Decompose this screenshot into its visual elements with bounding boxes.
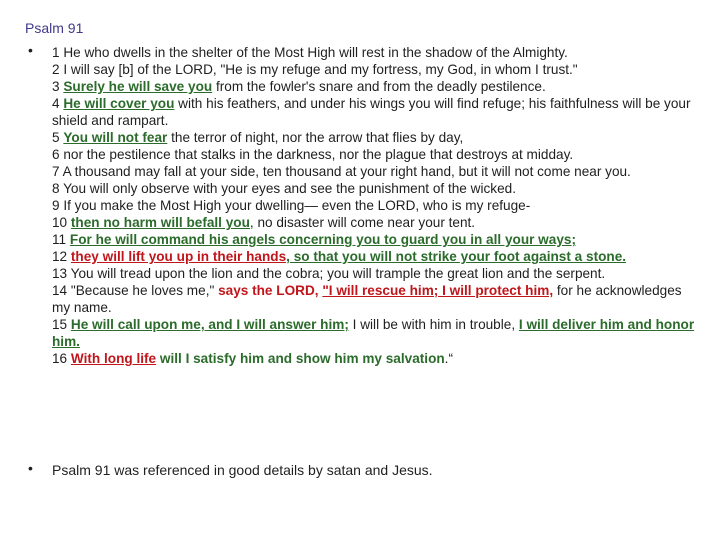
verse-segment: Surely he will save you (63, 79, 213, 94)
verse-line (52, 282, 702, 316)
verse-line (52, 129, 702, 146)
verse-segment: then no harm will befall you (70, 215, 250, 230)
verse-segment: He will call upon me, and I will answer him; (70, 317, 349, 332)
verse-segment: for he acknowledges my name. (52, 283, 682, 315)
verse-line (52, 316, 702, 350)
verse-segment: 12 (52, 249, 71, 264)
verse-segment: 13 You will tread upon the lion and the cobra; you will trample the great lion and the serpent. (52, 266, 606, 281)
verse-segment: will I satisfy him and show him my salvation (156, 351, 445, 366)
verse-segment: You will not fear (63, 130, 168, 145)
verse-segment: 9 If you make the Most High your dwelling— even the LORD, who is my refuge- (52, 198, 531, 213)
verse-segment: 3 (52, 79, 64, 94)
verse-line (52, 146, 702, 163)
verse-line (52, 248, 702, 265)
verse-line (52, 231, 702, 248)
verse-line (52, 78, 702, 95)
verse-segment: 14 "Because he loves me," (52, 283, 219, 298)
verse-segment: "I will rescue him; I will protect him, (322, 283, 554, 298)
verse-line (52, 214, 702, 231)
verse-line (52, 95, 702, 129)
verse-segment: they will lift you up in their hands (70, 249, 287, 264)
verse-line (52, 61, 702, 78)
verse-segment: 4 (52, 96, 64, 111)
verse-segment: from the fowler's snare and from the deadly pestilence. (212, 79, 546, 94)
verse-segment: 11 (52, 232, 70, 247)
verse-segment: 8 You will only observe with your eyes and see the punishment of the wicked. (52, 181, 516, 196)
verse-segment: 1 He who dwells in the shelter of the Most High will rest in the shadow of the Almighty. (52, 45, 568, 60)
verse-segment: says the LORD, (218, 283, 323, 298)
slide-title: Psalm 91 (25, 20, 84, 36)
verse-segment: For he will command his angels concerning you to guard you in all your ways; (69, 232, 576, 247)
bullet-icon: • (28, 42, 33, 58)
bullet-icon: • (28, 460, 33, 476)
verse-line (52, 180, 702, 197)
verse-segment: He will cover you (63, 96, 175, 111)
verse-line (52, 265, 702, 282)
verse-segment: 6 nor the pestilence that stalks in the darkness, nor the plague that destroys at midday. (52, 147, 574, 162)
verse-segment: I will deliver him and honor him. (52, 317, 695, 349)
verse-line (52, 163, 702, 180)
verse-segment: , so that you will not strike your foot against a stone. (286, 249, 627, 264)
verse-list (52, 44, 702, 367)
verse-line (52, 44, 702, 61)
verse-segment: I will be with him in trouble, (348, 317, 519, 332)
verse-segment: 10 (52, 215, 71, 230)
verse-segment: With long life (70, 351, 157, 366)
verse-segment: 15 (52, 317, 71, 332)
verse-line (52, 197, 702, 214)
footer-bullet-text: Psalm 91 was referenced in good details by satan and Jesus. (52, 462, 433, 478)
verse-line (52, 350, 702, 367)
verse-segment: 7 A thousand may fall at your side, ten thousand at your right hand, but it will not come near you. (52, 164, 631, 179)
verse-segment: the terror of night, nor the arrow that flies by day, (167, 130, 464, 145)
verse-segment: 2 I will say [b] of the LORD, "He is my refuge and my fortress, my God, in whom I trust." (52, 62, 578, 77)
verse-segment: , no disaster will come near your tent. (249, 215, 476, 230)
verse-segment: 16 (52, 351, 71, 366)
verse-segment: with his feathers, and under his wings you will find refuge; his faithfulness will be your shield and rampart. (52, 96, 691, 128)
verse-segment: 5 (52, 130, 64, 145)
verse-segment: .“ (444, 351, 453, 366)
